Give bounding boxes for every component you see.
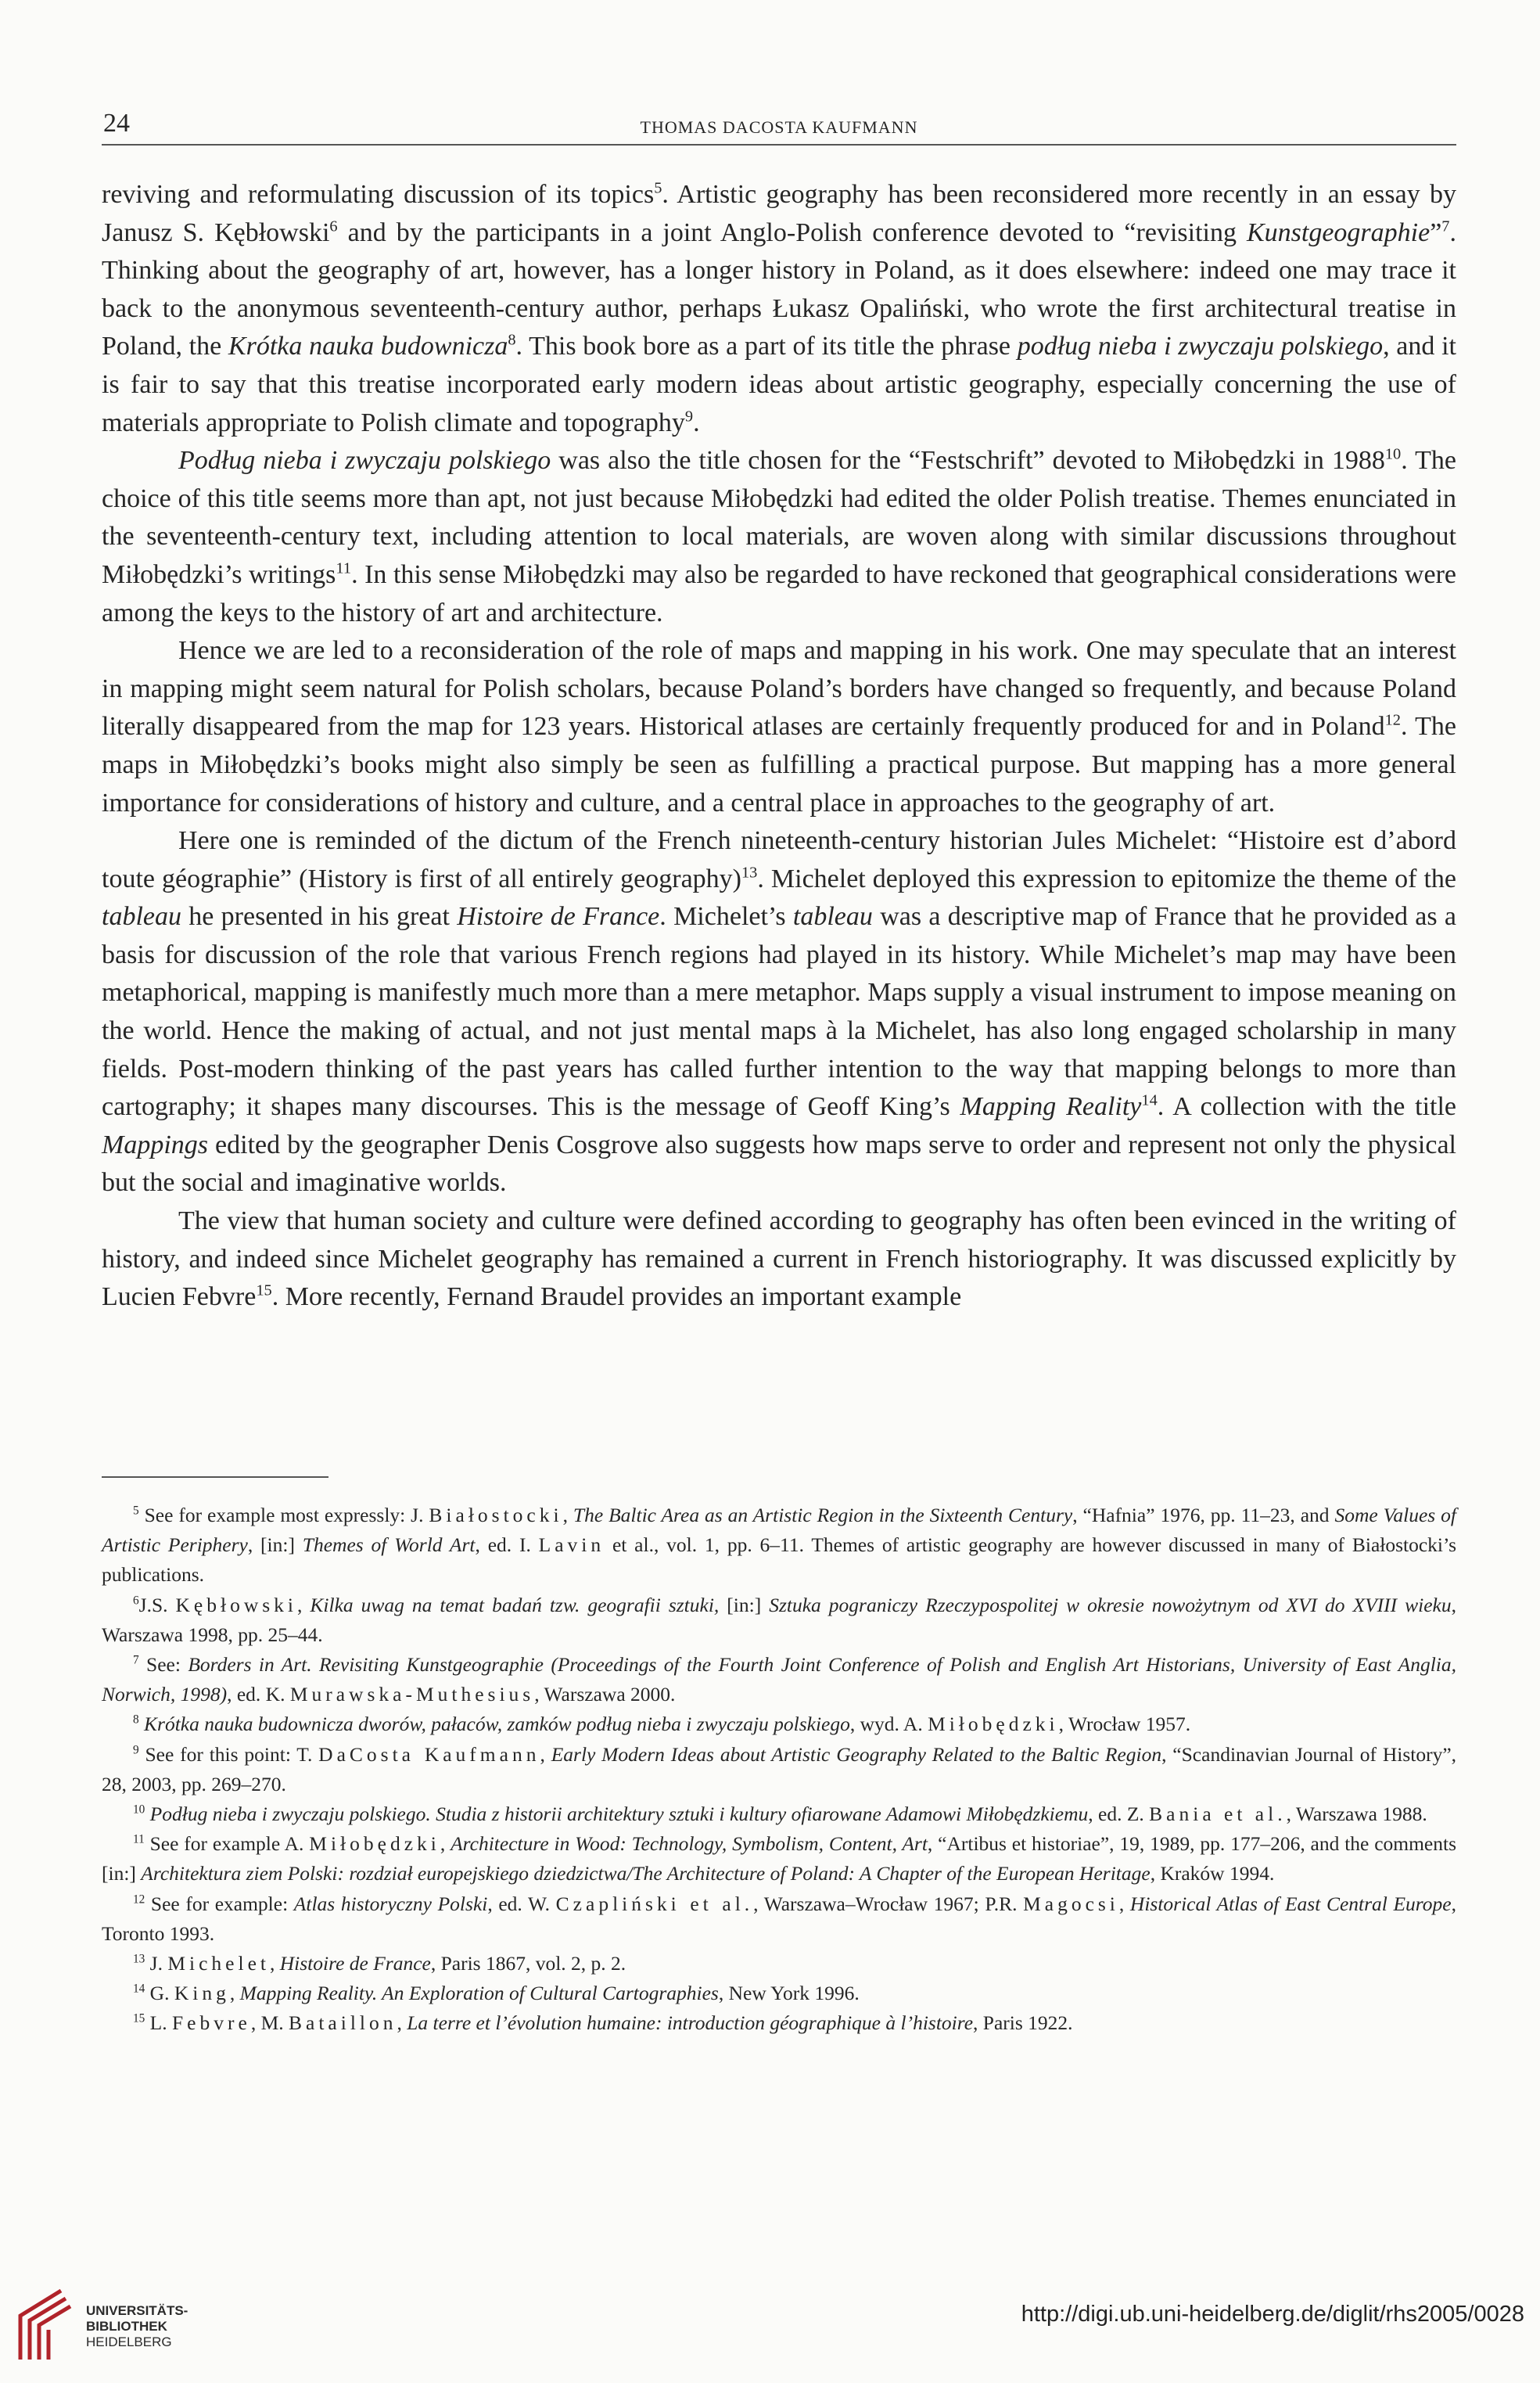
footnote-11: $^{11}$ See for example A. Miłobędzki, Architecture in Wood: Technology, Symbolism, Content, Art, “Artibus et historiae”, 19, 1989, pp. 177–206, and the comments [in:] Architektura ziem Polski: rozdział europejskiego dziedzictwa/The Architecture of Poland: A Chapter of the European Heritage, Kraków 1994. bbox=[102, 1832, 1457, 1885]
footnote-7: $^7$ See: Borders in Art. Revisiting Kunstgeographie (Proceedings of the Fourth Joint Conference of Polish and English Art Historians, University of East Anglia, Norwich, 1998), ed. K. Murawska-Muthesius, Warszawa 2000. bbox=[102, 1653, 1457, 1706]
footnote-15: $^{15}$ L. Febvre, M. Bataillon, La terre et l’évolution humaine: introduction géographique à l’histoire, Paris 1922. bbox=[133, 2011, 1073, 2035]
footnote-10: $^{10}$ Podług nieba i zwyczaju polskiego. Studia z historii architektury sztuki i kultury ofiarowane Adamowi Miłobędzkiemu, ed. Z. Bania et al., Warszawa 1988. bbox=[133, 1803, 1427, 1826]
paragraph-5: The view that human society and culture were defined according to geography has often been evinced in the writing of history, and indeed since Michelet geography has remained a current in French historiography. It was discussed explicitly by Lucien Febvre$^{15}$. More recently, Fernand Braudel provides an important example bbox=[102, 1206, 1456, 1312]
footnote-ref-15[interactable]: 15 bbox=[256, 1281, 272, 1299]
footnote-6: $^6$J.S. Kębłowski, Kilka uwag na temat badań tzw. geografii sztuki, [in:] Sztuka pograniczy Rzeczypospolitej w okresie nowożytnym od XVI do XVIII wieku, Warszawa 1998, pp. 25–44. bbox=[102, 1593, 1457, 1646]
paragraph-3: Hence we are led to a reconsideration of the role of maps and mapping in his work. One may speculate that an interest in mapping might seem natural for Polish scholars, because Poland’s borders have changed so frequently, and because Poland literally disappeared from the map for 123 years. Historical atlases are certainly frequently produced for and in Poland$^{12}$. The maps in Miłobędzki’s books might also simply be seen as fulfilling a practical purpose. But mapping has a more general importance for considerations of history and culture, and a central place in approaches to the geography of art. bbox=[102, 636, 1456, 818]
footnote-12: $^{12}$ See for example: Atlas historyczny Polski, ed. W. Czapliński et al., Warszawa–Wrocław 1967; P.R. Magocsi, Historical Atlas of East Central Europe, Toronto 1993. bbox=[102, 1892, 1456, 1945]
university-library-icon bbox=[14, 2284, 78, 2363]
footnotes bbox=[102, 1501, 1456, 2039]
paragraph-4: Here one is reminded of the dictum of the French nineteenth-century historian Jules Michelet: “Histoire est d’abord toute géographie” (History is first of all entirely geography)$^{13}$. Michelet deployed this expression to epitomize the theme of the tableau he presented in his great Histoire de France. Michelet’s tableau was a descriptive map of France that he provided as a basis for discussion of the role that various French regions had played in its history. While Michelet’s map may have been metaphorical, mapping is manifestly much more than a mere metaphor. Maps supply a visual instrument to impose meaning on the world. Hence the making of actual, and not just mental maps à la Michelet, has also long engaged scholarship in many fields. Post-modern thinking of the past years has called further intention to the way that mapping belongs to more than cartography; it shapes many discourses. This is the message of Geoff King’s Mapping Reality$^{14}$. A collection with the title Mappings edited by the geographer Denis Cosgrove also suggests how maps serve to order and represent not only the physical but the social and imaginative worlds. bbox=[102, 826, 1457, 1198]
page-header bbox=[102, 108, 1456, 146]
footnote-divider bbox=[102, 1476, 328, 1478]
paragraph-2: Podług nieba i zwyczaju polskiego was also the title chosen for the “Festschrift” devoted to Miłobędzki in 1988$^{10}$. The choice of this title seems more than apt, not just because Miłobędzki had edited the older Polish treatise. Themes enunciated in the seventeenth-century text, including attention to local materials, are woven along with similar discussions throughout Miłobędzki’s writings$^{11}$. In this sense Miłobędzki may also be regarded to have reckoned that geographical considerations were among the keys to the history of art and architecture. bbox=[102, 445, 1456, 627]
footnote-13: $^{13}$ J. Michelet, Histoire de France, Paris 1867, vol. 2, p. 2. bbox=[133, 1952, 626, 1975]
library-logo[interactable] bbox=[14, 2284, 217, 2363]
running-head: THOMAS DACOSTA KAUFMANN bbox=[640, 117, 918, 137]
footnote-9: $^9$ See for this point: T. DaCosta Kaufmann, Early Modern Ideas about Artistic Geography Related to the Baltic Region, “Scandinavian Journal of History”, 28, 2003, pp. 269–270. bbox=[102, 1742, 1457, 1795]
footnote-ref-9[interactable]: 9 bbox=[684, 408, 694, 426]
footnote-ref-6[interactable]: 6 bbox=[329, 217, 338, 235]
footnote-ref-12[interactable]: 12 bbox=[1384, 711, 1401, 729]
page-number: 24 bbox=[103, 109, 130, 138]
footnote-ref-13[interactable]: 13 bbox=[741, 864, 758, 882]
footnote-ref-14[interactable]: 14 bbox=[1141, 1091, 1158, 1109]
footnote-ref-7[interactable]: 7 bbox=[1441, 217, 1450, 235]
main-text bbox=[102, 176, 1456, 1317]
footnote-8: $^8$ Krótka nauka budownicza dworów, pałaców, zamków podług nieba i zwyczaju polskiego, wyd. A. Miłobędzki, Wrocław 1957. bbox=[133, 1713, 1191, 1736]
library-name: UNIVERSITÄTS- BIBLIOTHEK HEIDELBERG bbox=[86, 2303, 188, 2349]
footnote-ref-8[interactable]: 8 bbox=[508, 332, 516, 350]
footnote-ref-11[interactable]: 11 bbox=[336, 559, 352, 577]
footnote-ref-5[interactable]: 5 bbox=[654, 179, 662, 197]
footnote-14: $^{14}$ G. King, Mapping Reality. An Exploration of Cultural Cartographies, New York 1996. bbox=[133, 1982, 860, 2005]
footnote-5: $^5$ See for example most expressly: J. Białostocki, The Baltic Area as an Artistic Region in the Sixteenth Century, “Hafnia” 1976, pp. 11–23, and Some Values of Artistic Periphery, [in:] Themes of World Art, ed. I. Lavin et al., vol. 1, pp. 6–11. Themes of artistic geography are however discussed in many of Białostocki’s publications. bbox=[102, 1504, 1457, 1587]
paragraph-1: reviving and reformulating discussion of its topics$^5$. Artistic geography has been reconsidered more recently in an essay by Janusz S. Kębłowski$^6$ and by the participants in a joint Anglo-Polish conference devoted to “revisiting Kunstgeographie”$^7$. Thinking about the geography of art, however, has a longer history in Poland, as it does elsewhere: indeed one may trace it back to the anonymous seventeenth-century author, perhaps Łukasz Opaliński, who wrote the first architectural treatise in Poland, the Krótka nauka budownicza$^8$. This book bore as a part of its title the phrase podług nieba i zwyczaju polskiego, and it is fair to say that this treatise incorporated early modern ideas about artistic geography, especially concerning the use of materials appropriate to Polish climate and topography$^9$. bbox=[102, 179, 1457, 437]
source-url-link[interactable]: http://digi.ub.uni-heidelberg.de/diglit/rhs2005/0028 bbox=[1021, 2302, 1524, 2327]
footnote-ref-10[interactable]: 10 bbox=[1384, 445, 1402, 463]
